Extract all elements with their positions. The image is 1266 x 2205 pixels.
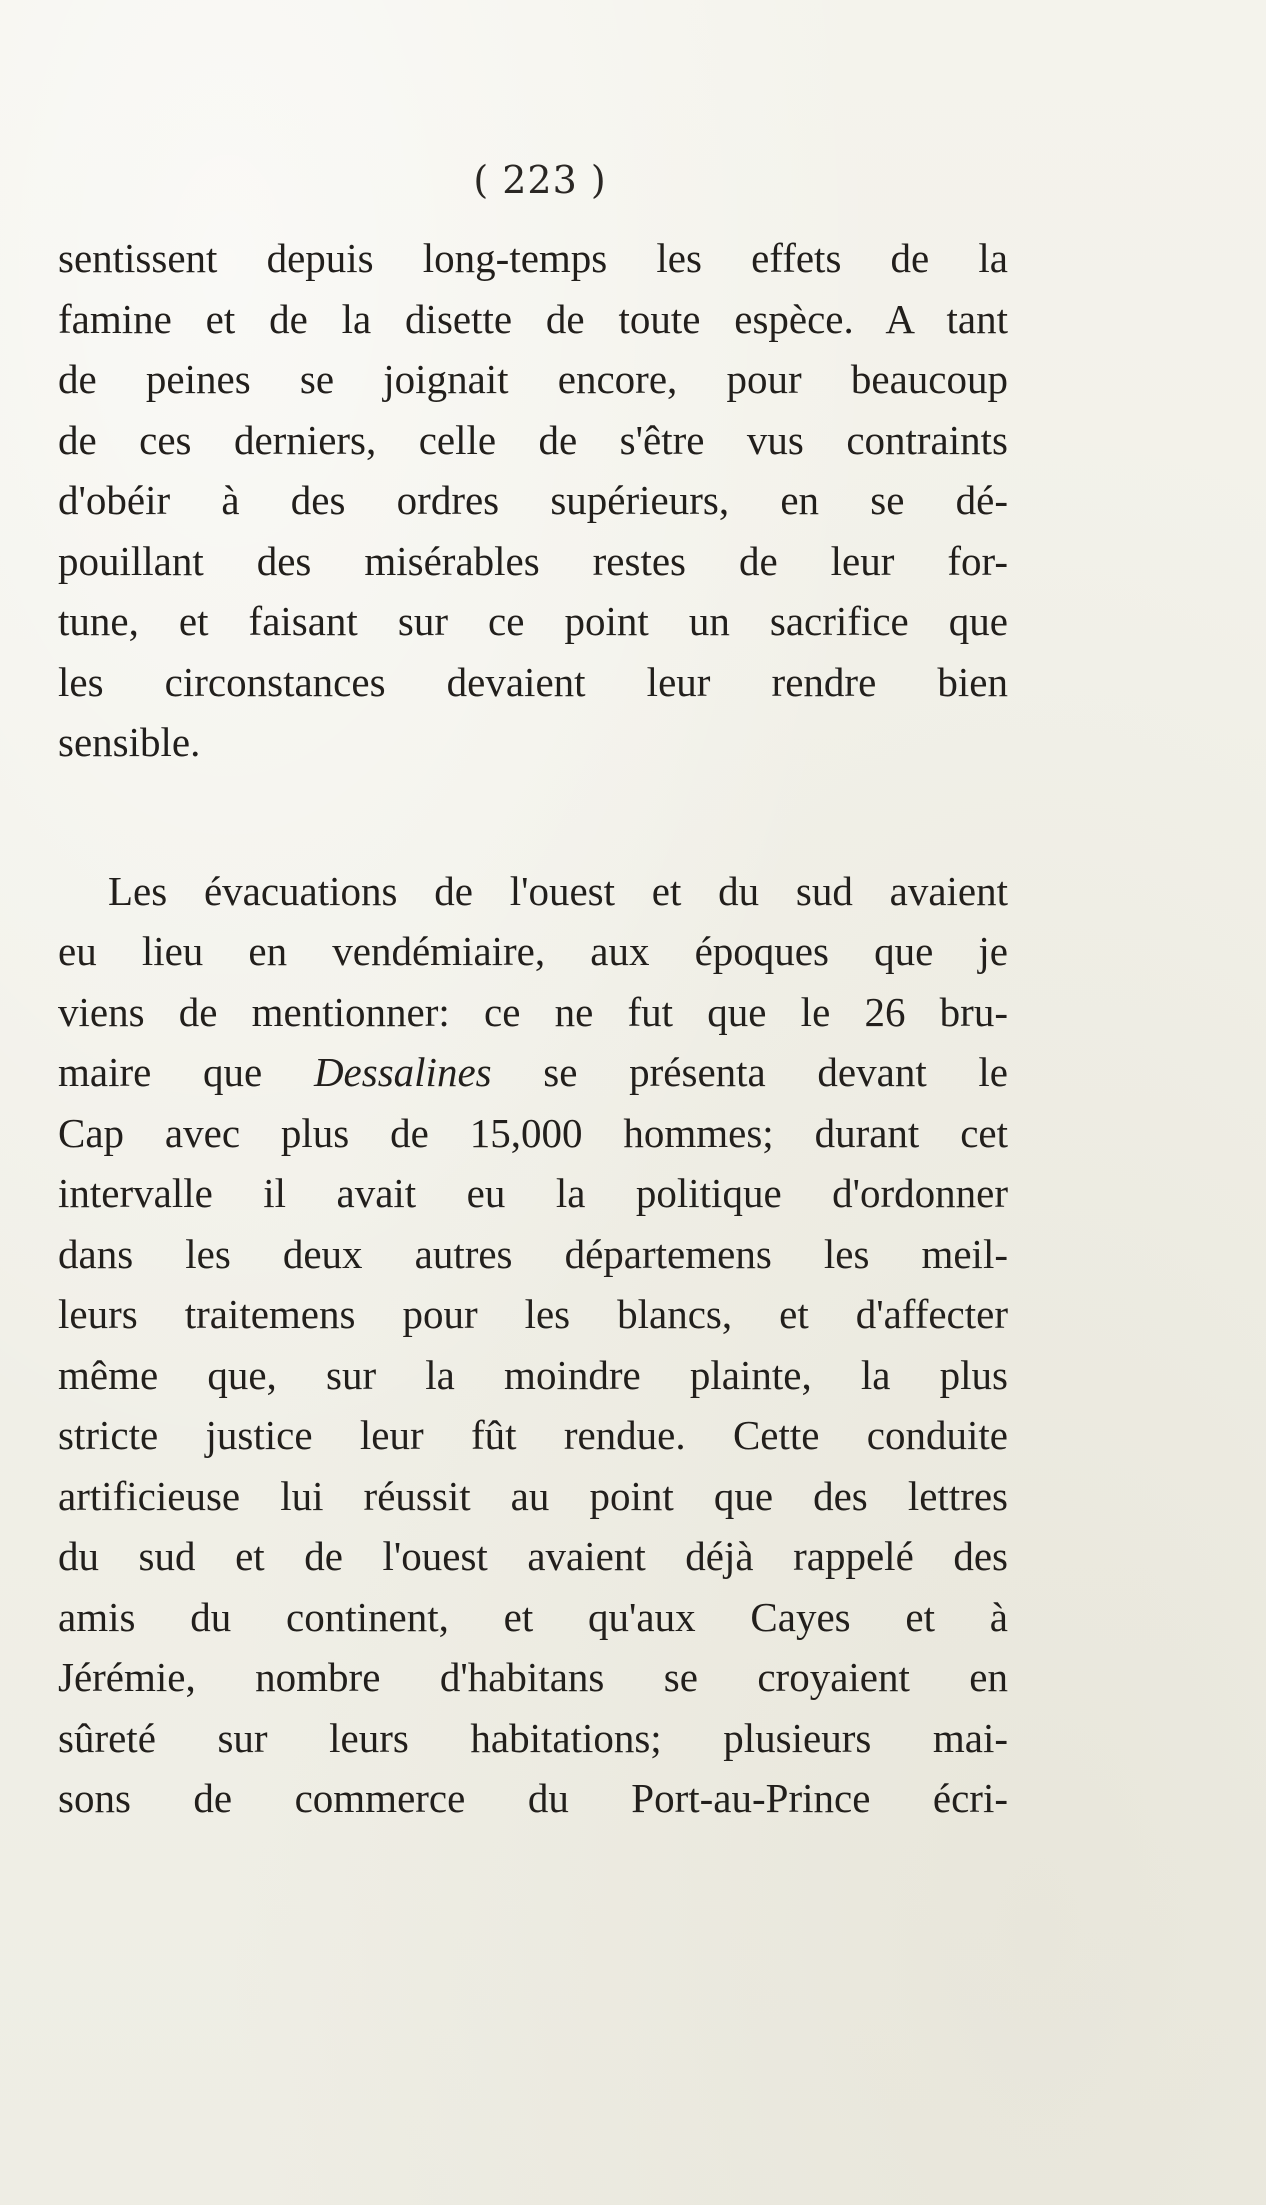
text-line: viens de mentionner: ce ne fut que le 26 bru-: [58, 988, 1008, 1035]
page-number: ( 223 ): [473, 158, 607, 202]
text-line: dans les deux autres départemens les meil-: [58, 1230, 1008, 1277]
text-line: du sud et de l'ouest avaient déjà rappelé des: [58, 1533, 1008, 1579]
text-line: tune, et faisant sur ce point un sacrifice que: [58, 598, 1008, 644]
text-line: eu lieu en vendémiaire, aux époques que je: [58, 928, 1008, 974]
text-line: artificieuse lui réussit au point que des lettres: [58, 1472, 1008, 1519]
page-body: [58, 228, 1008, 1829]
text-line: d'obéir à des ordres supérieurs, en se dé-: [58, 477, 1008, 523]
text-line: les circonstances devaient leur rendre bien: [58, 658, 1008, 705]
italic-name: Dessalines: [313, 1049, 492, 1095]
text-line: sentissent depuis long-temps les effets de la: [58, 235, 1008, 281]
text-line: de ces derniers, celle de s'être vus contraints: [58, 416, 1008, 463]
paragraph-gap: [58, 773, 1008, 861]
text-line: Cap avec plus de 15,000 hommes; durant cet: [58, 1109, 1008, 1156]
paragraph-2: [58, 861, 1008, 1829]
text-line: leurs traitemens pour les blancs, et d'affecter: [58, 1291, 1008, 1337]
text-line: amis du continent, et qu'aux Cayes et à: [58, 1593, 1008, 1640]
text-line: intervalle il avait eu la politique d'ordonner: [58, 1170, 1008, 1216]
text-line: pouillant des misérables restes de leur for-: [58, 537, 1008, 584]
text-line: Jérémie, nombre d'habitans se croyaient en: [58, 1654, 1008, 1700]
text-line: même que, sur la moindre plainte, la plus: [58, 1351, 1008, 1398]
text-line: famine et de la disette de toute espèce. A tant: [58, 295, 1008, 342]
text-line: sensible.: [58, 719, 201, 765]
text-line: sons de commerce du Port-au-Prince écri-: [58, 1775, 1008, 1821]
text-line-dessalines: maire que Dessalines se présenta devant le: [58, 1049, 1009, 1095]
text-line: de peines se joignait encore, pour beaucoup: [58, 356, 1008, 402]
text-line: sûreté sur leurs habitations; plusieurs mai-: [58, 1714, 1008, 1761]
paragraph-1: [58, 228, 1008, 773]
text-line: stricte justice leur fût rendue. Cette conduite: [58, 1412, 1008, 1458]
text-line: Les évacuations de l'ouest et du sud avaient: [108, 867, 1008, 914]
